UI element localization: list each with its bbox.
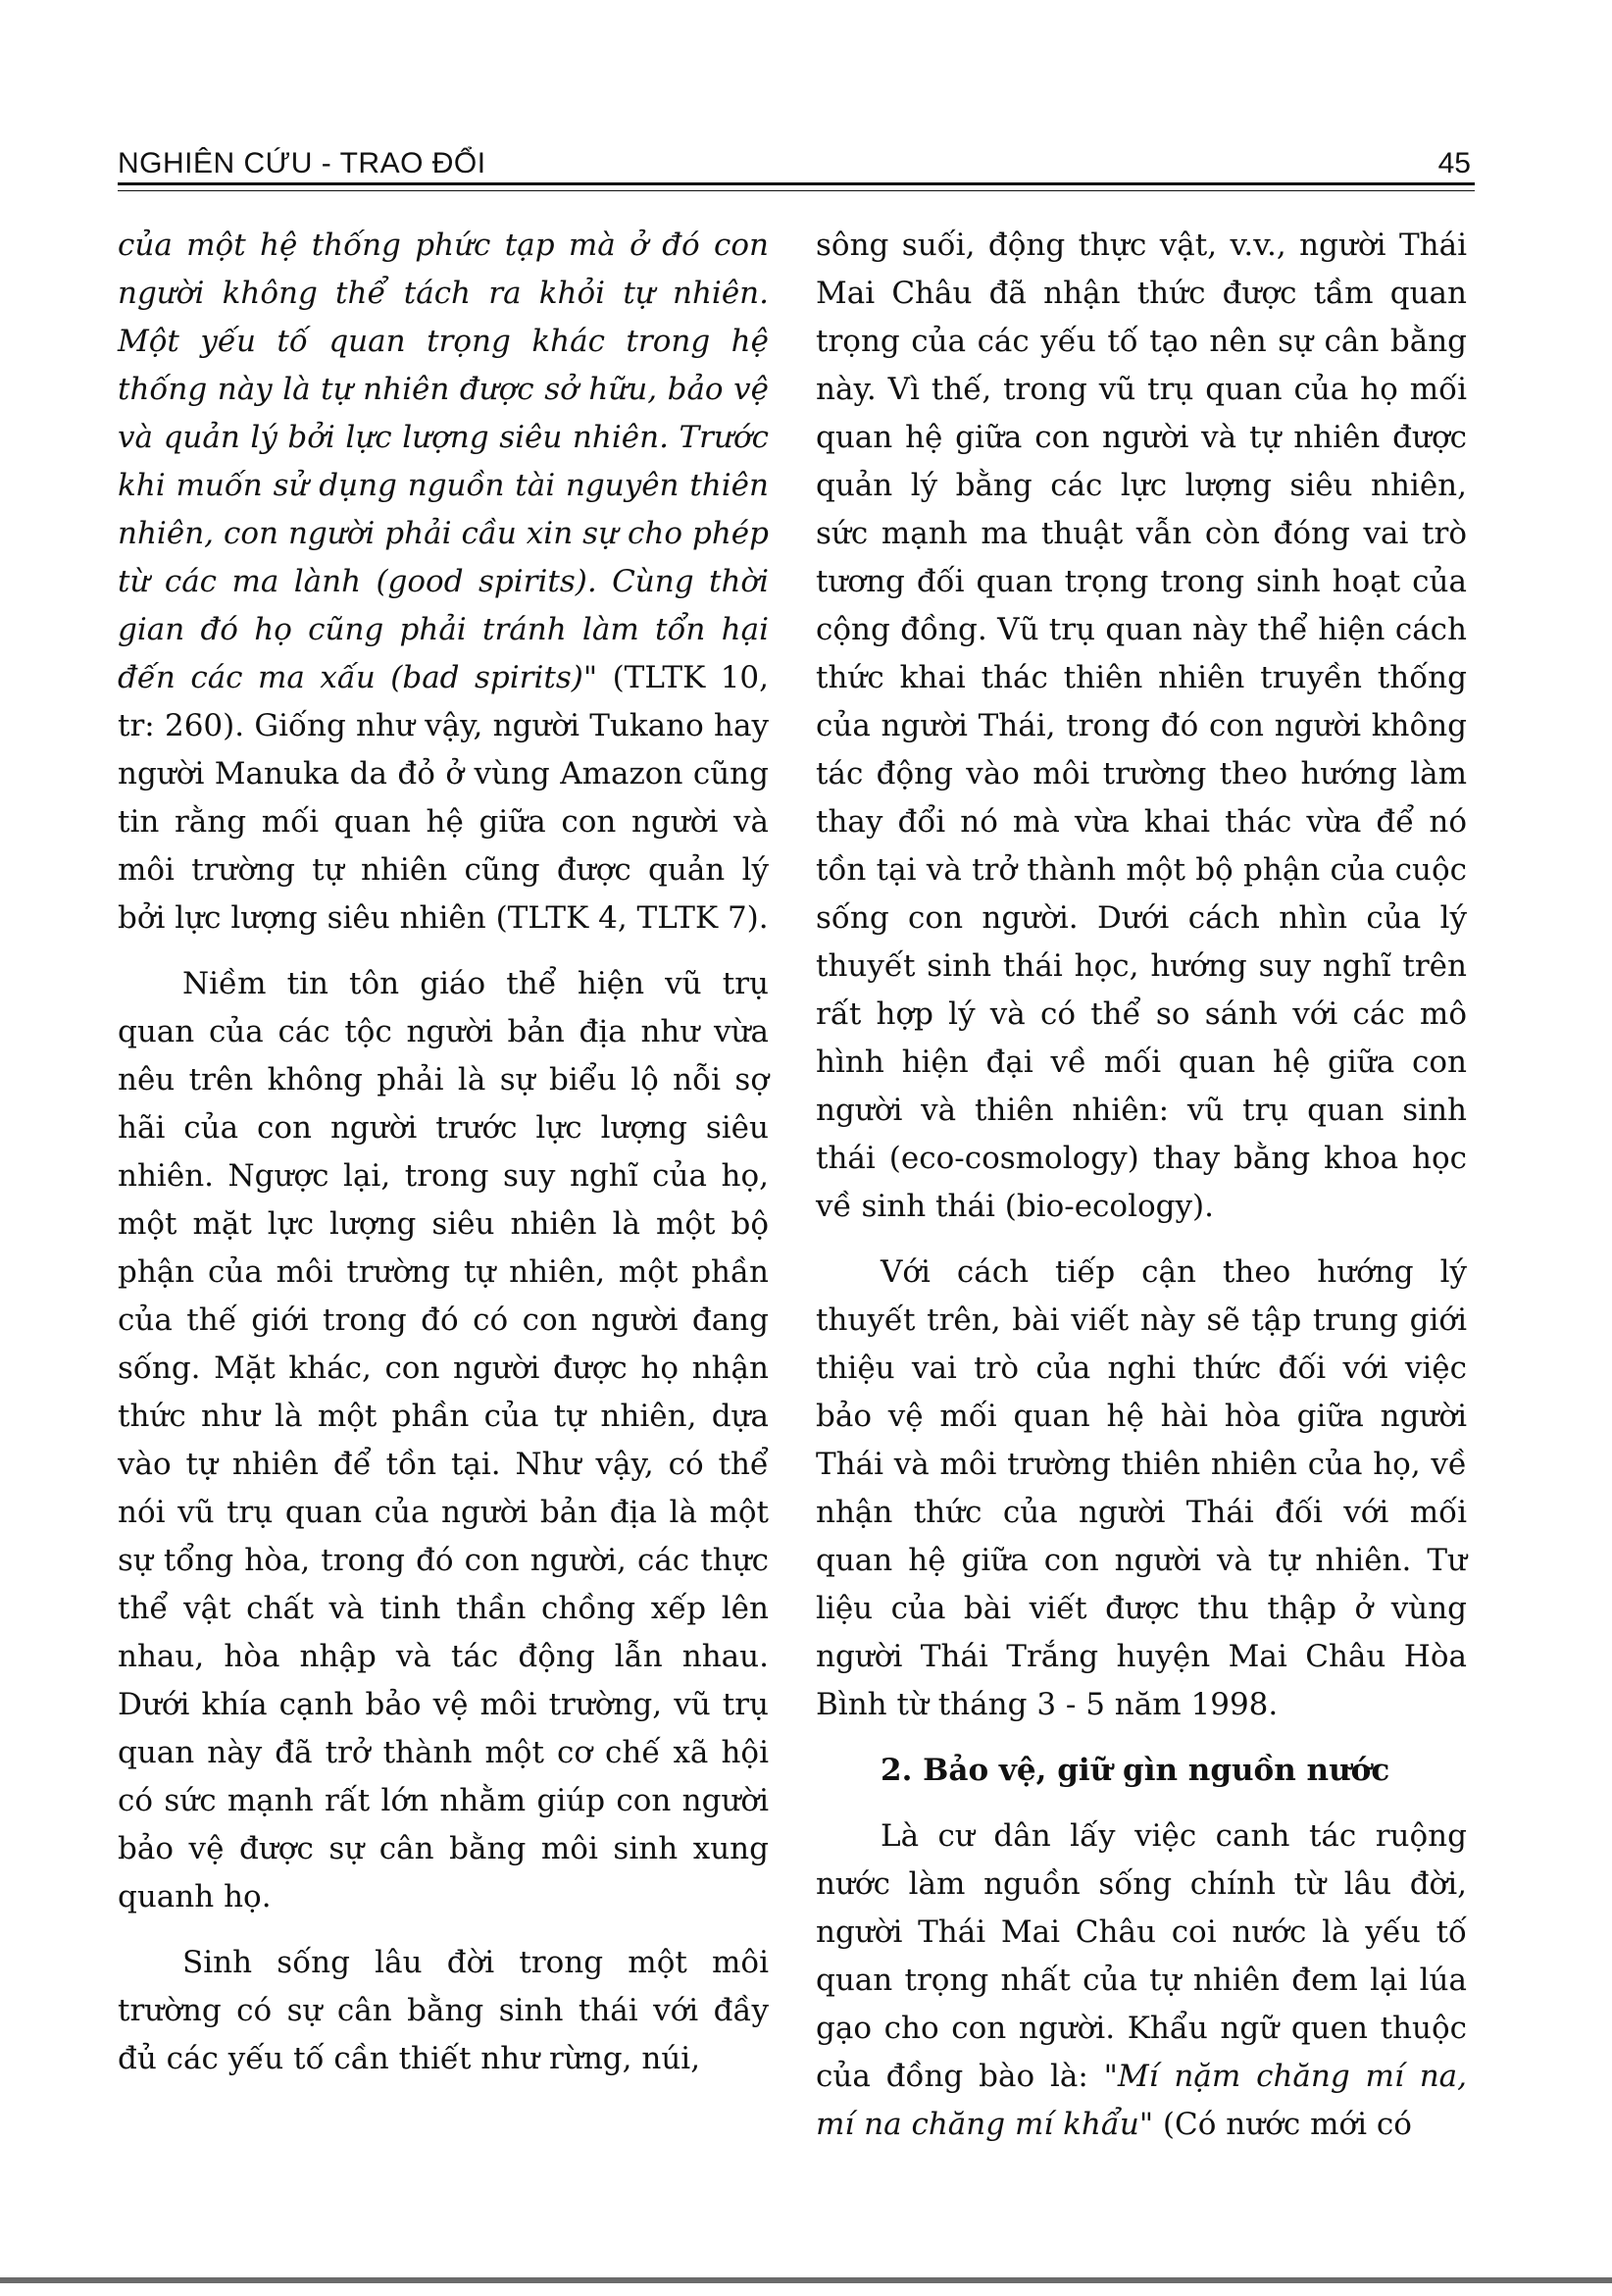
- paragraph-continuation: (Có nước mới có: [1153, 2107, 1412, 2142]
- header-title: NGHIÊN CỨU - TRAO ĐỔI: [118, 147, 486, 179]
- scan-bottom-edge: [0, 2277, 1612, 2283]
- citation-continuation: " (TLTK 10, tr: 260). Giống như vậy, người Tukano hay người Manuka da đỏ ở vùng Amazon cũng tin rằng mối quan hệ giữa con người và môi trường tự nhiên cũng được quản lý bởi lực lượng siêu nhiên (TLTK 4, TLTK 7).: [118, 660, 769, 936]
- header-rule-thin: [118, 190, 1475, 191]
- right-paragraph-1: sông suối, động thực vật, v.v., người Thái Mai Châu đã nhận thức được tầm quan trọng của các yếu tố tạo nên sự cân bằng này. Vì thế, trong vũ trụ quan của họ mối quan hệ giữa con người và tự nhiên được quản lý bằng các lực lượng siêu nhiên, sức mạnh ma thuật vẫn còn đóng vai trò tương đối quan trọng trong sinh hoạt của cộng đồng. Vũ trụ quan này thể hiện cách thức khai thác thiên nhiên truyền thống của người Thái, trong đó con người không tác động vào môi trường theo hướng làm thay đổi nó mà vừa khai thác vừa để nó tồn tại và trở thành một bộ phận của cuộc sống con người. Dưới cách nhìn của lý thuyết sinh thái học, hướng suy nghĩ trên rất hợp lý và có thể so sánh với các mô hình hiện đại về mối quan hệ giữa con người và thiên nhiên: vũ trụ quan sinh thái (eco-cosmology) thay bằng khoa học về sinh thái (bio-ecology).: [816, 228, 1467, 1224]
- paragraph-text: Là cư dân lấy việc canh tác ruộng nước làm nguồn sống chính từ lâu đời, người Thái Mai Châu coi nước là yếu tố quan trọng nhất của tự nhiên đem lại lúa gạo cho con người. Khẩu ngữ quen thuộc của đồng bào là:: [816, 1818, 1467, 2094]
- quoted-text-italic: của một hệ thống phức tạp mà ở đó con người không thể tách ra khỏi tự nhiên. Một yếu tố quan trọng khác trong hệ thống này là tự nhiên được sở hữu, bảo vệ và quản lý bởi lực lượng siêu nhiên. Trước khi muốn sử dụng nguồn tài nguyên thiên nhiên, con người phải cầu xin sự cho phép từ các ma lành (good spirits). Cùng thời gian đó họ cũng phải tránh làm tổn hại đến các ma xấu (bad spirits): [118, 228, 769, 695]
- left-paragraph-2: Niềm tin tôn giáo thể hiện vũ trụ quan của các tộc người bản địa như vừa nêu trên không phải là sự biểu lộ nỗi sợ hãi của con người trước lực lượng siêu nhiên. Ngược lại, trong suy nghĩ của họ, một mặt lực lượng siêu nhiên là một bộ phận của môi trường tự nhiên, một phần của thế giới trong đó có con người đang sống. Mặt khác, con người được họ nhận thức như là một phần của tự nhiên, dựa vào tự nhiên để tồn tại. Như vậy, có thể nói vũ trụ quan của người bản địa là một sự tổng hòa, trong đó con người, các thực thể vật chất và tinh thần chồng xếp lên nhau, hòa nhập và tác động lẫn nhau. Dưới khía cạnh bảo vệ môi trường, vũ trụ quan này đã trở thành một cơ chế xã hội có sức mạnh rất lớn nhằm giúp con người bảo vệ được sự cân bằng môi sinh xung quanh họ.: [118, 966, 769, 1914]
- proverb-italic: "Mí nặm chăng mí na, mí na chăng mí khẩu": [816, 2059, 1467, 2142]
- left-paragraph-1: [118, 222, 769, 943]
- left-column: [118, 222, 769, 2083]
- header-rule-thick: [118, 182, 1475, 185]
- right-column: [816, 222, 1467, 2149]
- section-heading: 2. Bảo vệ, giữ gìn nguồn nước: [881, 1753, 1390, 1788]
- right-paragraph-2: Với cách tiếp cận theo hướng lý thuyết trên, bài viết này sẽ tập trung giới thiệu vai trò của nghi thức đối với việc bảo vệ mối quan hệ hài hòa giữa người Thái và môi trường thiên nhiên của họ, về nhận thức của người Thái đối với mối quan hệ giữa con người và tự nhiên. Tư liệu của bài viết được thu thập ở vùng người Thái Trắng huyện Mai Châu Hòa Bình từ tháng 3 - 5 năm 1998.: [816, 1254, 1467, 1722]
- running-header: [118, 143, 1475, 182]
- page-number: 45: [1437, 147, 1471, 179]
- right-paragraph-3: [816, 1812, 1467, 2149]
- left-paragraph-3: Sinh sống lâu đời trong một môi trường có sự cân bằng sinh thái với đầy đủ các yếu tố cần thiết như rừng, núi,: [118, 1945, 769, 2076]
